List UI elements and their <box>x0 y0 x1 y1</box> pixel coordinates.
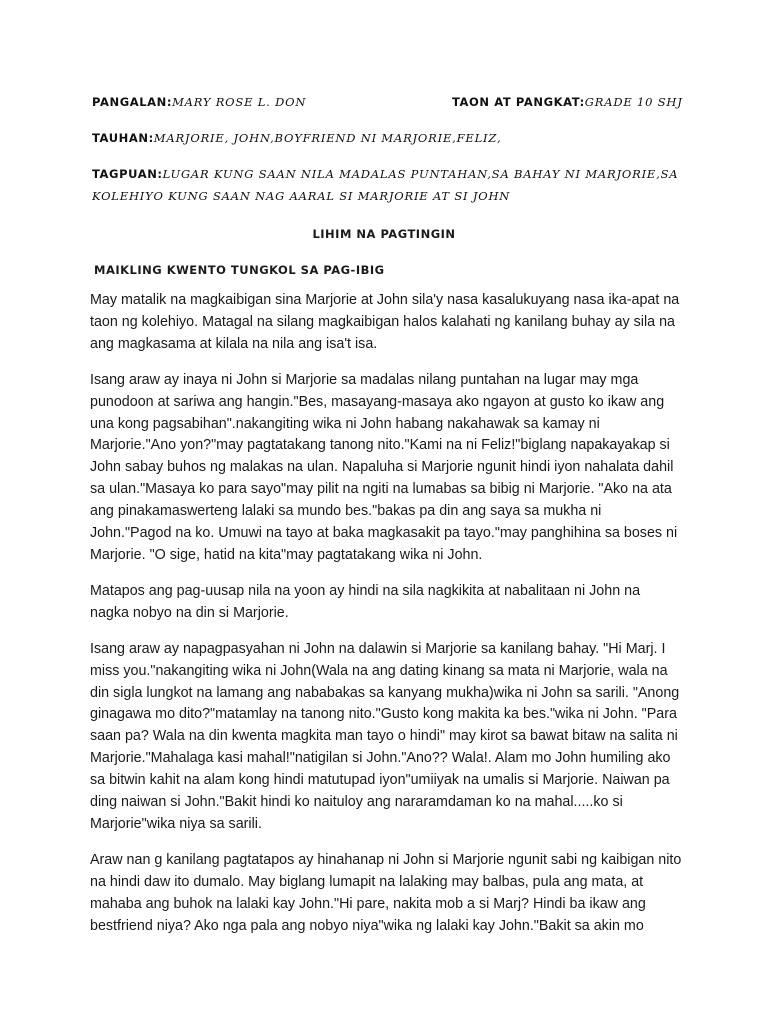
name-label: PANGALAN: <box>92 95 173 109</box>
paragraph: Isang araw ay napagpasyahan ni John na dalawin si Marjorie sa kanilang bahay. "Hi Marj. I miss you."nakangiting wika ni John(Wala na ang dating kinang sa mata ni Marjorie, wala na din sigla lungkot na lamang ang nababakas sa kanyang mukha)wika ni John sa sarili. "Anong ginagawa mo dito?"matamlay na tanong nito."Gusto kong makita ka bes."wika ni John. "Para saan pa? Wala na din kwenta magkita man tayo o hindi" may kirot sa bawat bitaw na salita ni Marjorie."Mahalaga kasi mahal!"natigilan si John."Ano?? Wala!. Alam mo John humiling ako sa bitwin kahit na alam kong hindi matutupad iyon"umiiyak na umalis si Marjorie. Naiwan pa ding naiwan si John."Bakit hindi ko naituloy ang nararamdaman ko na mahal.....ko si Marjorie"wika niya sa sarili. <box>90 640 680 832</box>
tagpuan-value-line2: KOLEHIYO KUNG SAAN NAG AARAL SI MARJORIE AT SI JOHN <box>92 189 511 203</box>
paragraph: Araw nan g kanilang pagtatapos ay hinahanap ni John si Marjorie ngunit sabi ng kaibigan nito na hindi daw ito dumalo. May biglang lumapit na lalaking may balbas, pula ang mata, at mahaba ang buhok na lalaki kay John."Hi pare, nakita mob a si Marj? Hindi ba ikaw ang bestfriend niya? Ako nga pala ang nobyo niya"wika ng lalaki kay John."Bakit sa akin mo <box>90 851 682 934</box>
name-line <box>92 95 306 109</box>
tagpuan-line-2 <box>92 189 510 203</box>
paragraph: Matapos ang pag-uusap nila na yoon ay hindi na sila nagkikita at nabalitaan ni John na nagka nobyo na din si Marjorie. <box>90 582 641 621</box>
tagpuan-value-line1: LUGAR KUNG SAAN NILA MADALAS PUNTAHAN,SA BAHAY NI MARJORIE,SA <box>162 167 679 181</box>
grade-value: GRADE 10 SHJ <box>584 95 683 109</box>
story-title: LIHIM NA PAGTINGIN <box>312 227 456 241</box>
tagpuan-line <box>92 167 678 181</box>
tagpuan-label: TAGPUAN: <box>92 167 163 181</box>
grade-line <box>452 95 683 109</box>
name-value: MARY ROSE L. DON <box>172 95 307 109</box>
tauhan-value: MARJORIE, JOHN,BOYFRIEND NI MARJORIE,FELIZ, <box>153 131 502 145</box>
grade-label: TAON AT PANGKAT: <box>452 95 585 109</box>
tauhan-label: TAUHAN: <box>92 131 154 145</box>
paragraph: May matalik na magkaibigan sina Marjorie at John sila'y nasa kasalukuyang nasa ika-apat na taon ng kolehiyo. Matagal na silang magkaibigan halos kalahati ng kanilang buhay ay sila na ang magkasama at kilala na nila ang isa't isa. <box>90 292 680 352</box>
story-body <box>90 290 682 951</box>
paragraph: Isang araw ay inaya ni John si Marjorie sa madalas nilang puntahan na lugar may mga punodoon at sariwa ang hangin."Bes, masayang-masaya ako ngayon at gusto ko ikaw ang una kong pagsabihan".nakangiting wika ni John habang nakahawak sa kamay ni Marjorie."Ano yon?"may pagtatakang tanong nito."Kami na ni Feliz!"biglang napakayakap si John sabay buhos ng malakas na ulan. Napaluha si Marjorie ngunit hindi iyon nahalata dahil sa ulan."Masaya ko para sayo"may pilit na ngiti na lumabas sa bibig ni Marjorie. "Ako na ata ang pinakamaswerteng lalaki sa mundo bes."bakas pa din ang saya sa mukha ni John."Pagod na ko. Umuwi na tayo at baka magkasakit pa tayo."may panghihina sa boses ni Marjorie. "O sige, hatid na kita"may pagtatakang wika ni John. <box>90 371 678 563</box>
story-subtitle: MAIKLING KWENTO TUNGKOL SA PAG-IBIG <box>94 263 385 277</box>
tauhan-line <box>92 131 501 145</box>
